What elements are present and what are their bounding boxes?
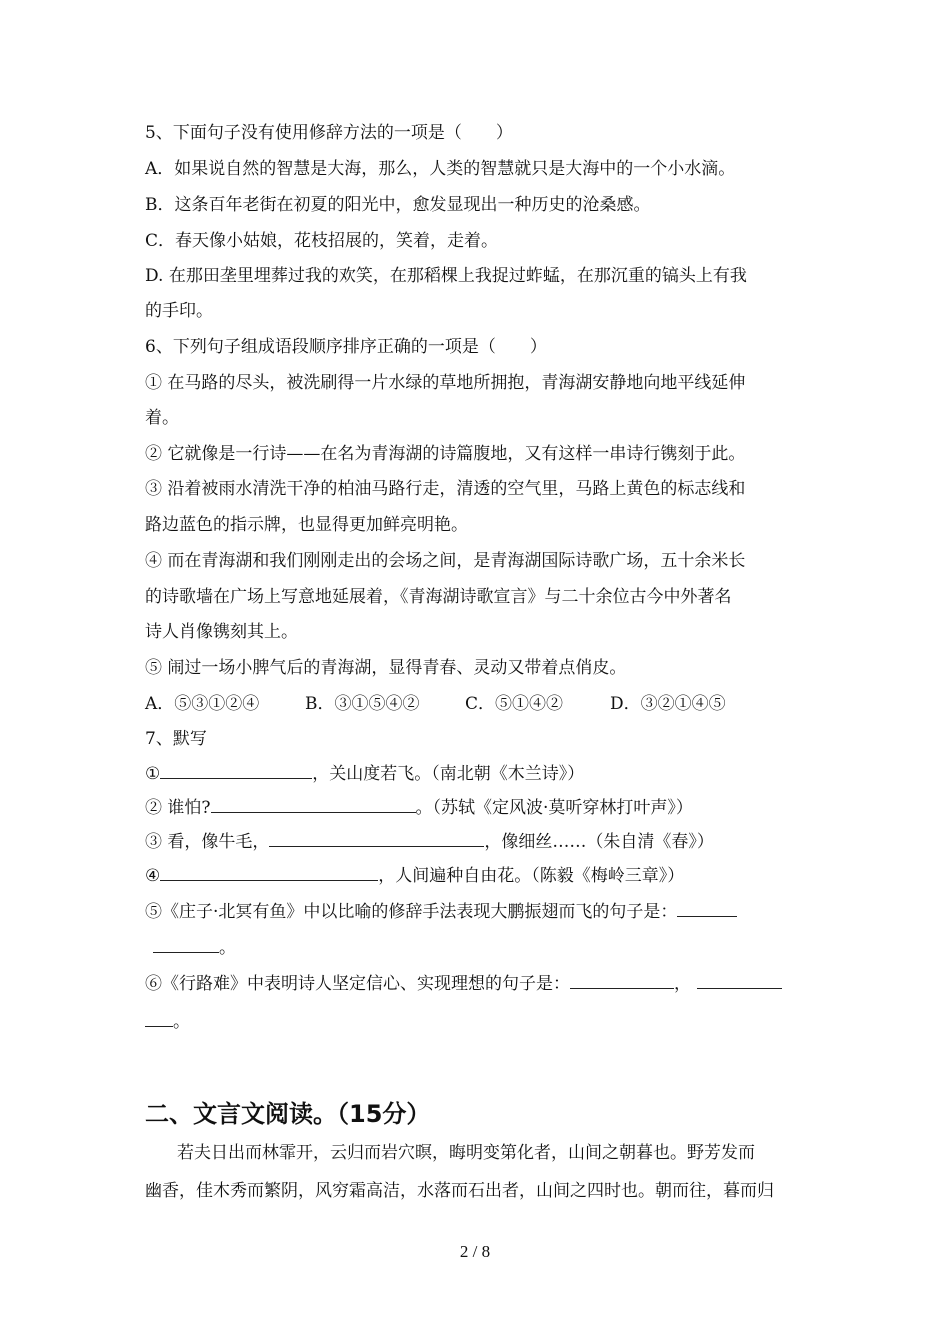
q6-sentence-5: ⑤ 闹过一场小脾气后的青海湖，显得青春、灵动又带着点俏皮。	[145, 658, 627, 678]
q5-option-a: A．如果说自然的智慧是大海，那么，人类的智慧就只是大海中的一个小水滴。	[145, 159, 736, 179]
q7-item-6-line1	[145, 971, 782, 996]
q7-item-4-suffix: ，人间遍种自由花。（陈毅《梅岭三章》）	[378, 866, 685, 886]
q6-option-b: B．③①⑤④②	[305, 694, 420, 714]
q7-item-2	[145, 795, 693, 820]
q6-option-a: A．⑤③①②④	[145, 694, 260, 714]
q7-item-3	[145, 829, 714, 854]
q7-item-6-line2	[145, 1009, 190, 1034]
answer-blank[interactable]	[160, 761, 312, 779]
q7-item-3-prefix: ③ 看，像牛毛，	[145, 832, 270, 852]
answer-blank[interactable]	[697, 971, 782, 989]
q6-sentence-3-line1: ③ 沿着被雨水清洗干净的柏油马路行走，清透的空气里，马路上黄色的标志线和	[145, 479, 746, 499]
answer-blank[interactable]	[153, 935, 219, 953]
answer-blank[interactable]	[211, 795, 416, 813]
q5-option-d-line2: 的手印。	[145, 301, 213, 321]
answer-blank[interactable]	[145, 1009, 173, 1027]
q5-option-b: B．这条百年老街在初夏的阳光中，愈发显现出一种历史的沧桑感。	[145, 195, 651, 215]
q7-item-5-suffix: 。	[219, 938, 236, 958]
q7-item-6-prefix: ⑥《行路难》中表明诗人坚定信心、实现理想的句子是：	[145, 974, 570, 994]
q7-stem: 7、默写	[145, 729, 207, 749]
q7-item-2-prefix: ② 谁怕?	[145, 798, 211, 818]
passage-line-1: 若夫日出而林霏开，云归而岩穴暝，晦明变第化者，山间之朝暮也。野芳发而	[177, 1143, 755, 1163]
q5-option-d-line1: D. 在那田垄里埋葬过我的欢笑，在那稻棵上我捉过蚱蜢，在那沉重的镐头上有我	[145, 266, 747, 286]
passage-line-2: 幽香，佳木秀而繁阴，风穷霜高洁，水落而石出者，山间之四时也。朝而往，暮而归	[145, 1181, 774, 1201]
q6-sentence-4-line3: 诗人肖像镌刻其上。	[145, 622, 298, 642]
q5-option-c: C．春天像小姑娘，花枝招展的，笑着，走着。	[145, 231, 499, 251]
answer-blank[interactable]	[677, 899, 737, 917]
section-heading: 二、文言文阅读。（15分）	[145, 1100, 431, 1128]
q7-item-6-suffix: 。	[173, 1012, 190, 1032]
q7-item-2-suffix: 。（苏轼《定风波·莫听穿林打叶声》）	[415, 798, 693, 818]
q7-item-5-line2	[145, 935, 236, 960]
answer-blank[interactable]	[570, 971, 674, 989]
q6-option-c: C．⑤①④②	[465, 694, 564, 714]
q6-sentence-1-line1: ① 在马路的尽头，被洗刷得一片水绿的草地所拥抱，青海湖安静地向地平线延伸	[145, 373, 746, 393]
q6-option-d: D．③②①④⑤	[610, 694, 726, 714]
q7-item-3-suffix: ，像细丝……（朱自清《春》）	[484, 832, 714, 852]
q7-item-4-prefix: ④	[145, 866, 161, 886]
page-number: 2 / 8	[459, 1242, 491, 1261]
answer-blank[interactable]	[269, 829, 484, 847]
q6-sentence-1-line2: 着。	[145, 408, 179, 428]
q7-item-6-separator: ，	[674, 974, 691, 994]
q7-item-1-suffix: ，关山度若飞。（南北朝《木兰诗》）	[312, 764, 585, 784]
q7-item-4	[145, 863, 684, 888]
q6-options	[145, 692, 726, 716]
q6-sentence-2: ② 它就像是一行诗——在名为青海湖的诗篇腹地，又有这样一串诗行镌刻于此。	[145, 444, 746, 464]
q7-item-1	[145, 761, 584, 786]
q7-item-5-line1	[145, 899, 737, 924]
q6-sentence-3-line2: 路边蓝色的指示牌，也显得更加鲜亮明艳。	[145, 515, 468, 535]
q7-item-1-prefix: ①	[145, 764, 161, 784]
q6-sentence-4-line1: ④ 而在青海湖和我们刚刚走出的会场之间，是青海湖国际诗歌广场，五十余米长	[145, 551, 746, 571]
q6-stem: 6、下列句子组成语段顺序排序正确的一项是（ ）	[145, 337, 547, 357]
answer-blank[interactable]	[160, 863, 378, 881]
q6-sentence-4-line2: 的诗歌墙在广场上写意地延展着，《青海湖诗歌宣言》与二十余位古今中外著名	[145, 587, 732, 607]
q5-stem: 5、下面句子没有使用修辞方法的一项是（ ）	[145, 123, 513, 143]
q7-item-5-prefix: ⑤《庄子·北冥有鱼》中以比喻的修辞手法表现大鹏振翅而飞的句子是：	[145, 902, 678, 922]
